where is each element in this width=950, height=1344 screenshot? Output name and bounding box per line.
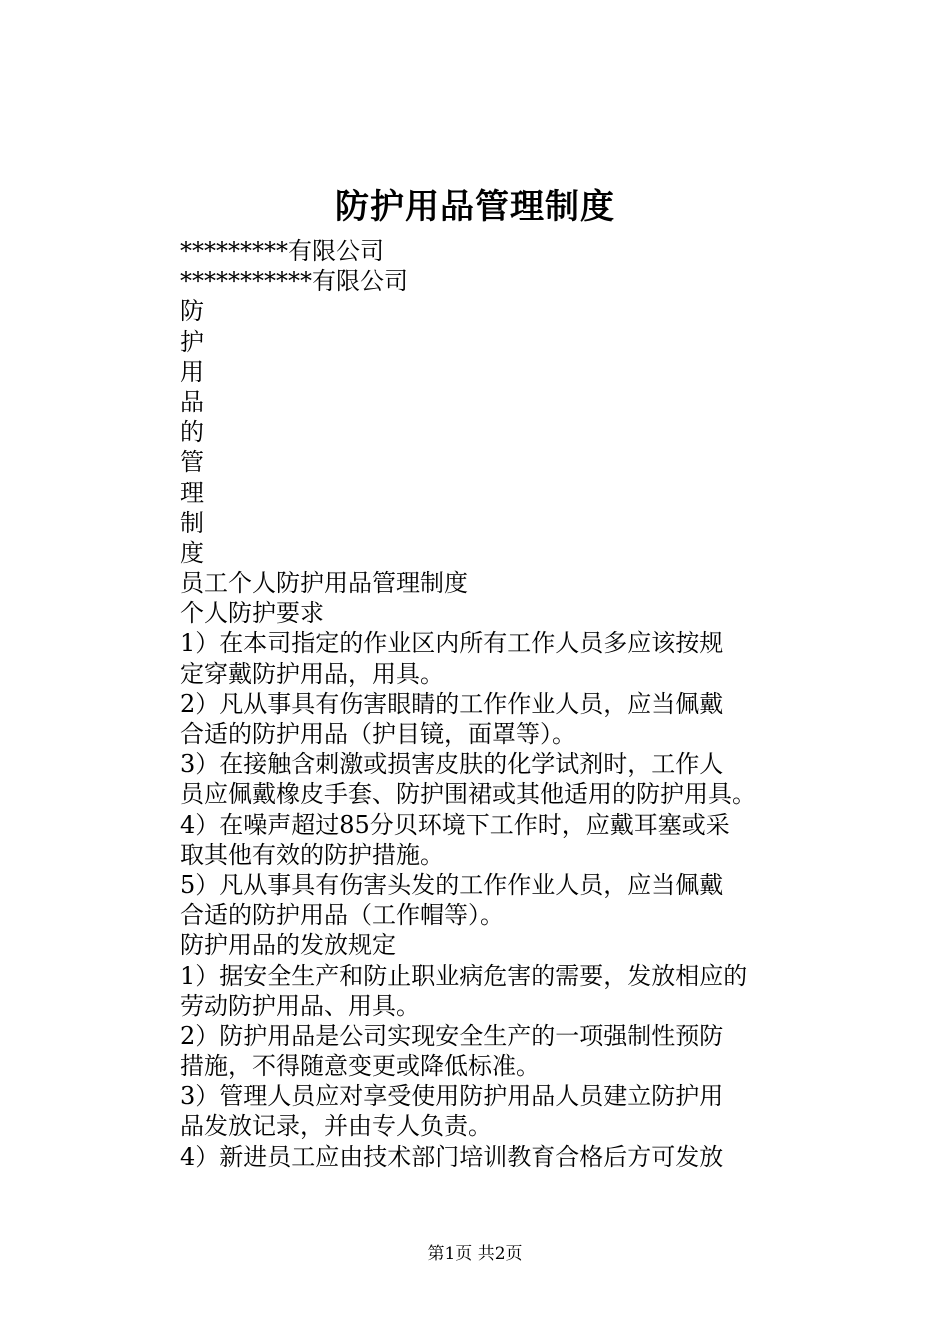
text-line: 定穿戴防护用品，用具。 — [180, 659, 444, 688]
text-line: 措施，不得随意变更或降低标准。 — [180, 1052, 540, 1081]
text-line: 4）新进员工应由技术部门培训教育合格后方可发放 — [180, 1142, 724, 1171]
text-line: 员应佩戴橡皮手套、防护围裙或其他适用的防护用具。 — [180, 780, 756, 809]
text-line: 品发放记录，并由专人负责。 — [180, 1112, 492, 1141]
text-line: 用 — [180, 357, 204, 386]
text-line: 1）据安全生产和防止职业病危害的需要，发放相应的 — [180, 961, 748, 990]
text-line: 合适的防护用品（工作帽等）。 — [180, 901, 504, 930]
text-line: 理 — [180, 478, 204, 507]
text-line: 劳动防护用品、用具。 — [180, 991, 420, 1020]
section-heading: 防护用品的发放规定 — [180, 931, 396, 960]
section-heading: 个人防护要求 — [180, 599, 324, 628]
text-line: 合适的防护用品（护目镜，面罩等）。 — [180, 720, 576, 748]
text-line: *********有限公司 — [180, 237, 384, 265]
text-line: 3）管理人员应对享受使用防护用品人员建立防护用 — [180, 1082, 724, 1111]
text-line: 品 — [180, 387, 204, 416]
text-line: 度 — [180, 538, 204, 567]
text-line: 2）凡从事具有伤害眼睛的工作作业人员，应当佩戴 — [180, 689, 724, 718]
text-line: 2）防护用品是公司实现安全生产的一项强制性预防 — [180, 1021, 724, 1050]
text-line: 3）在接触含刺激或损害皮肤的化学试剂时，工作人 — [180, 750, 724, 779]
document-title: 防护用品管理制度 — [335, 187, 615, 227]
text-line: 4）在噪声超过85分贝环境下工作时，应戴耳塞或采 — [180, 810, 730, 839]
text-line: 防 — [180, 297, 204, 326]
text-line: 1）在本司指定的作业区内所有工作人员多应该按规 — [180, 629, 724, 658]
text-line: 的 — [180, 418, 204, 447]
document-body — [180, 236, 780, 1172]
text-line: 制 — [180, 508, 204, 537]
page-footer: 第1页 共2页 — [427, 1244, 523, 1264]
section-heading: 员工个人防护用品管理制度 — [180, 569, 468, 598]
text-line: 管 — [180, 448, 204, 477]
text-line: 护 — [180, 327, 204, 356]
text-line: ***********有限公司 — [180, 267, 408, 296]
text-line: 5）凡从事具有伤害头发的工作作业人员，应当佩戴 — [180, 870, 724, 899]
text-line: 取其他有效的防护措施。 — [180, 840, 444, 869]
